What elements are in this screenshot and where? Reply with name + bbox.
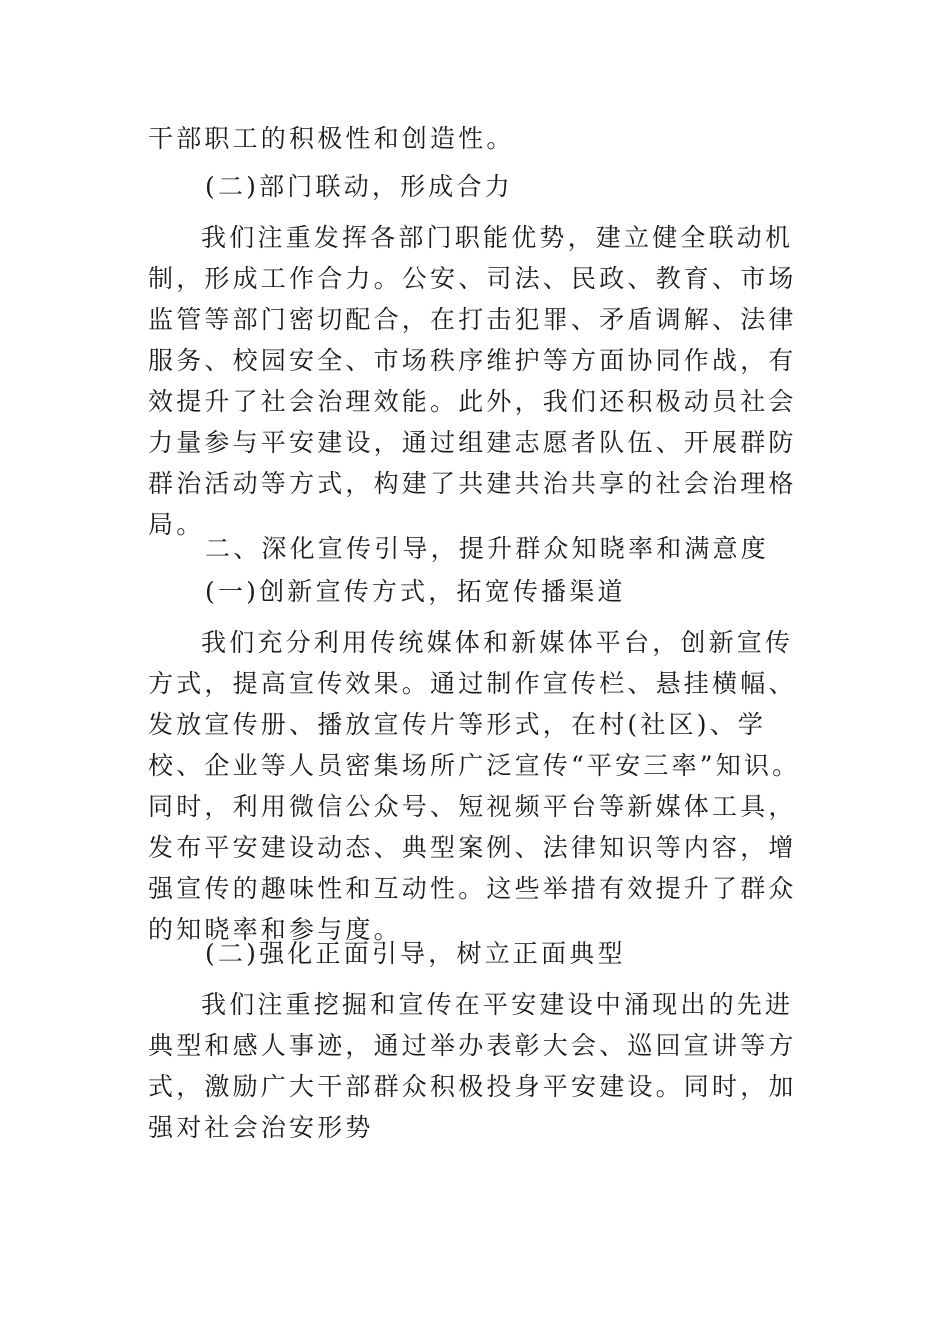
subheading-department-linkage: (二)部门联动，形成合力 — [205, 172, 513, 201]
paragraph-innovate-publicity: 我们充分利用传统媒体和新媒体平台，创新宣传方式，提高宣传效果。通过制作宣传栏、悬挂横幅、发放宣传册、播放宣传片等形式，在村(社区)、学校、企业等人员密集场所广泛宣传“平安三率”知识。同时，利用微信公众号、短视频平台等新媒体工具，发布平安建设动态、典型案例、法律知识等内容，增强宣传的趣味性和互动性。这些举措有效提升了群众的知晓率和参与度。 — [148, 628, 801, 944]
subheading-innovate-publicity: (一)创新宣传方式，拓宽传播渠道 — [205, 577, 626, 606]
paragraph-department-linkage: 我们注重发挥各部门职能优势，建立健全联动机制，形成工作合力。公安、司法、民政、教育、市场监管等部门密切配合，在打击犯罪、矛盾调解、法律服务、校园安全、市场秩序维护等方面协同作战，有效提升了社会治理效能。此外，我们还积极动员社会力量参与平安建设，通过组建志愿者队伍、开展群防群治活动等方式，构建了共建共治共享的社会治理格局。 — [148, 223, 797, 539]
subheading-positive-guidance: (二)强化正面引导，树立正面典型 — [205, 939, 626, 968]
paragraph-continuation: 干部职工的积极性和创造性。 — [148, 124, 515, 153]
section-heading-publicity: 二、深化宣传引导，提升群众知晓率和满意度 — [205, 534, 770, 563]
paragraph-positive-guidance: 我们注重挖掘和宣传在平安建设中涌现出的先进典型和感人事迹，通过举办表彰大会、巡回宣讲等方式，激励广大干部群众积极投身平安建设。同时，加强对社会治安形势 — [148, 990, 797, 1142]
